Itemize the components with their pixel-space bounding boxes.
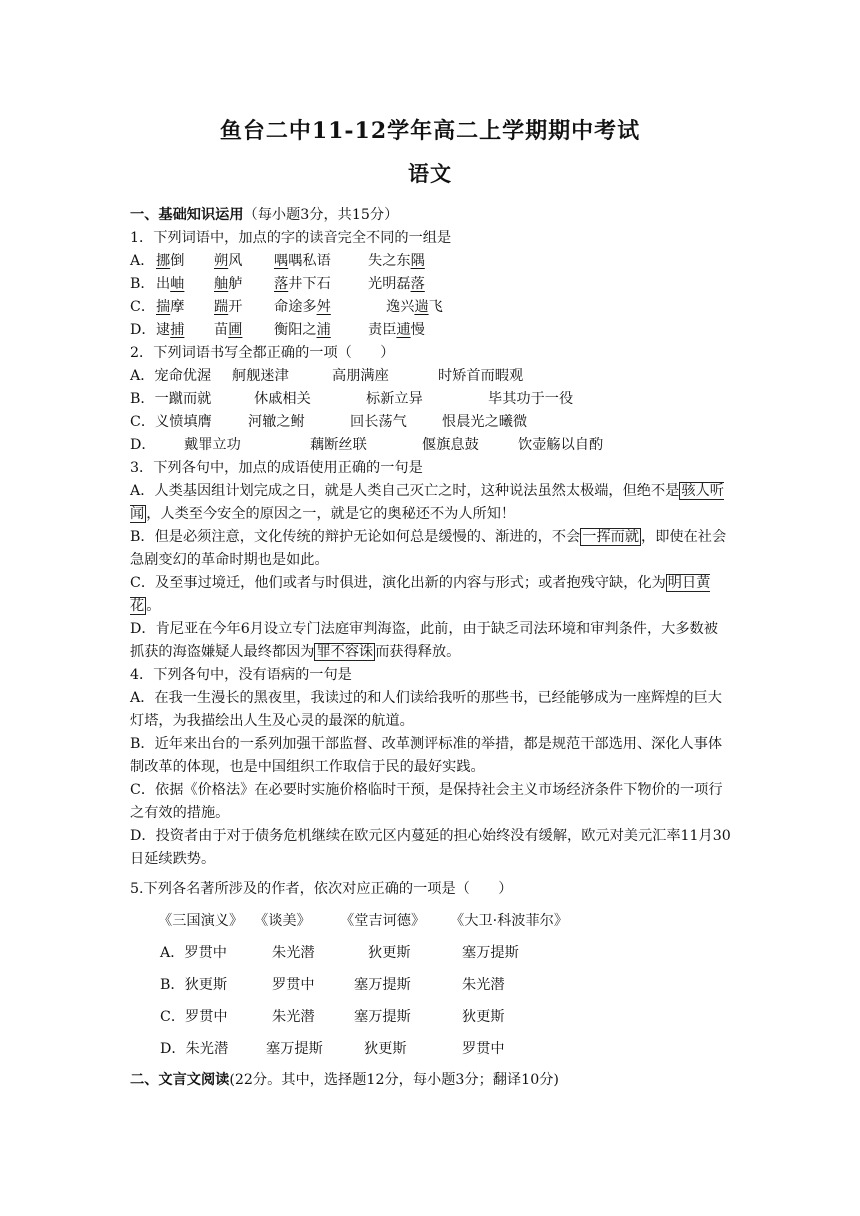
q4-option-d: D．投资者由于对于债务危机继续在欧元区内蔓延的担心始终没有缓解，欧元对美元汇率11月30日延续跌势。 <box>130 828 731 867</box>
q3-option-a: A．人类基因组计划完成之日，就是人类自己灭亡之时，这种说法虽然太极端，但绝不是 骇人听闻 ，人类至今安全的原因之一，就是它的奥秘还不为人所知！ <box>130 483 724 522</box>
q2-option-c: C．义愤填膺 河辙之鲋 回长荡气 恨晨光之曦微 <box>130 414 528 430</box>
q5-book: 《谈美》 <box>254 913 311 929</box>
q1-d-word4: 责臣逋慢 <box>368 322 425 338</box>
q2-option-a: A．宠命优渥 舸舰迷津 高朋满座 时矫首而暇观 <box>130 368 524 384</box>
q2-option-d: D． 戴罪立功 藕断丝联 偃旗息鼓 饮壶觞以自酌 <box>130 437 604 453</box>
q5-option-c: C．罗贯中 朱光潜 塞万提斯 狄更斯 <box>160 1009 505 1025</box>
q5-books <box>130 905 732 937</box>
q1-d-word2: 苗圃 <box>214 322 243 338</box>
q3-stem: 3．下列各句中，加点的成语使用正确的一句是 <box>130 460 423 476</box>
q1-c-word2: 踹开 <box>214 299 243 315</box>
q1-option-b: B．出岫 舳舻 落井下石 光明磊落 <box>130 273 732 296</box>
q5-book: 《三国演义》 <box>158 913 244 929</box>
exam-title: 鱼台二中11-12学年高二上学期期中考试 <box>219 118 641 144</box>
q1-a-word4: 失之东隅 <box>368 253 425 269</box>
q1-b-word3: 落井下石 <box>274 276 331 292</box>
q1-c-word1: 揣摩 <box>156 299 185 315</box>
q5-option-b: B．狄更斯 罗贯中 塞万提斯 朱光潜 <box>160 977 505 993</box>
q1-option-c: C．揣摩 踹开 命途多舛 逸兴遄飞 <box>130 296 732 319</box>
q1-stem: 1．下列词语中，加点的字的读音完全不同的一组是 <box>130 230 452 246</box>
q1-option-d: D．逮捕 苗圃 衡阳之浦 责臣逋慢 <box>130 319 732 342</box>
q4-option-b: B．近年来出台的一系列加强干部监督、改革测评标准的举措，都是规范干部选用、深化人事体制改革的体现，也是中国组织工作取信于民的最好实践。 <box>130 736 723 775</box>
q3-c-idiom: 明日黄花 <box>130 575 711 614</box>
q3-a-idiom: 骇人听闻 <box>130 483 724 522</box>
q4-option-c: C．依据《价格法》在必要时实施价格临时干预，是保持社会主义市场经济条件下物价的一项行之有效的措施。 <box>130 782 723 821</box>
q5-option-d: D．朱光潜 塞万提斯 狄更斯 罗贯中 <box>160 1041 505 1057</box>
q1-b-word1: 出岫 <box>156 276 185 292</box>
q4-stem: 4．下列各句中，没有语病的一句是 <box>130 667 352 683</box>
q1-a-word1: 挪倒 <box>156 253 185 269</box>
q5-book: 《大卫·科波菲尔》 <box>450 913 569 929</box>
section-2-heading: 二、文言文阅读(22分。其中，选择题12分，每小题3分；翻译10分) <box>130 1072 559 1088</box>
q3-option-d: D．肯尼亚在今年6月设立专门法庭审判海盗，此前，由于缺乏司法环境和审判条件，大多数被抓获的海盗嫌疑人最终都因为 罪不容诛 而获得释放。 <box>130 621 718 660</box>
q1-option-a: A． 挪倒 朔风 喁喁私语 失之东隅 <box>130 250 732 273</box>
q5-book: 《堂吉诃德》 <box>340 913 426 929</box>
q1-b-word2: 舳舻 <box>214 276 243 292</box>
q1-a-word2: 朔风 <box>214 253 243 269</box>
q5-stem: 5.下列各名著所涉及的作者，依次对应正确的一项是（ ） <box>130 881 513 897</box>
q2-option-b: B．一蹴而就 休戚相关 标新立异 毕其功于一役 <box>130 391 574 407</box>
q1-a-word3: 喁喁私语 <box>274 253 331 269</box>
q1-d-word3: 衡阳之浦 <box>274 322 331 338</box>
q3-option-b: B．但是必须注意，文化传统的辩护无论如何总是缓慢的、渐进的，不会 一挥而就 ，即使在社会急剧变幻的革命时期也是如此。 <box>130 529 727 568</box>
section-1-heading: 一、基础知识运用（每小题3分，共15分） <box>130 207 399 223</box>
exam-subject: 语文 <box>408 161 452 186</box>
q5-option-a: A．罗贯中 朱光潜 狄更斯 塞万提斯 <box>160 945 519 961</box>
q1-c-word4: 逸兴遄飞 <box>386 299 443 315</box>
q3-b-idiom: 一挥而就 <box>582 529 640 545</box>
exam-content <box>130 204 732 1092</box>
q1-b-word4: 光明磊落 <box>368 276 425 292</box>
q4-option-a: A．在我一生漫长的黑夜里，我读过的和人们读给我听的那些书，已经能够成为一座辉煌的巨大灯塔，为我描绘出人生及心灵的最深的航道。 <box>130 690 722 729</box>
q2-stem: 2．下列词语书写全都正确的一项（ ） <box>130 345 395 361</box>
q3-option-c: C．及至事过境迁，他们或者与时俱进，演化出新的内容与形式；或者抱残守缺，化为 明日黄花 。 <box>130 575 711 614</box>
q1-d-word1: 逮捕 <box>156 322 185 338</box>
q1-c-word3: 命途多舛 <box>274 299 331 315</box>
q3-d-idiom: 罪不容诛 <box>316 644 374 660</box>
